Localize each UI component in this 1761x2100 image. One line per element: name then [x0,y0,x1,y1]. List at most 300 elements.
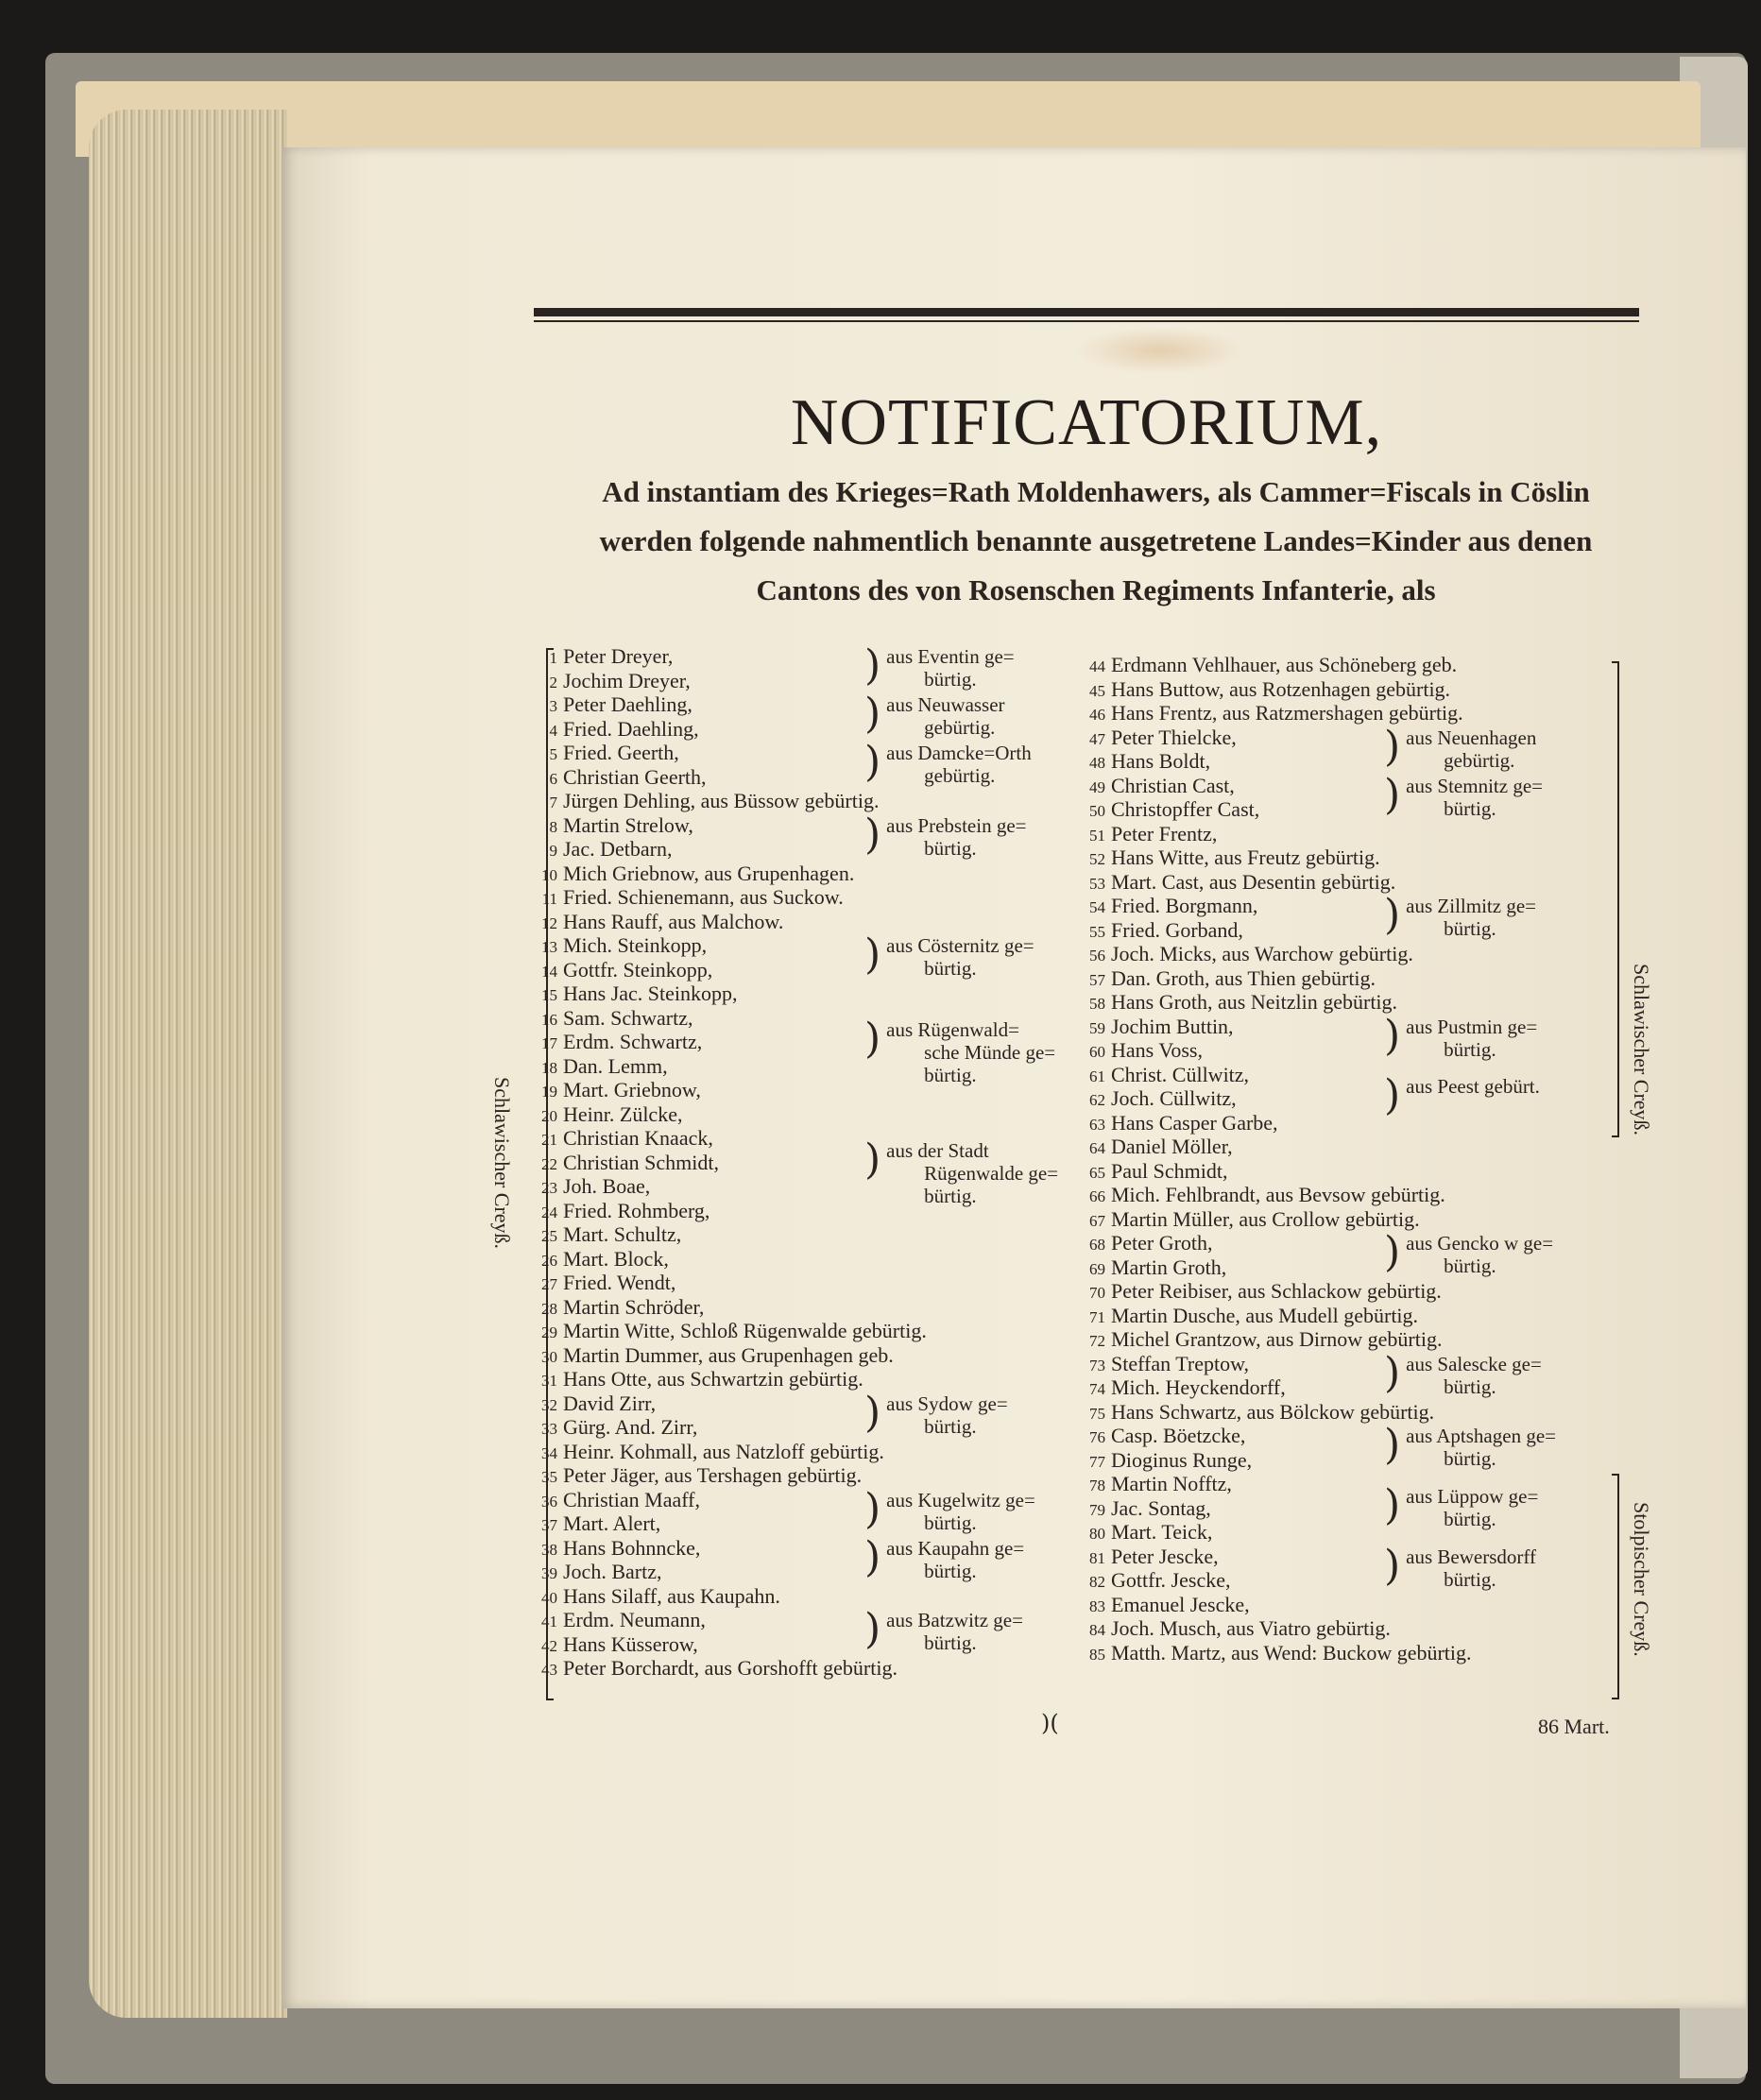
brace-mark: ) [864,810,881,859]
entry-name: Martin Dummer, aus Grupenhagen geb. [563,1342,894,1367]
entry-name: Mich. Steinkopp, [563,933,708,957]
origin-line: aus Peest gebürt. [1406,1075,1540,1099]
origin-group [864,738,1032,787]
entry-name: Joch. Cüllwitz, [1111,1086,1237,1110]
entry-row [1077,823,1217,847]
origin-group [1384,891,1536,940]
entry-number: 14 [541,962,557,981]
entry-number: 53 [1089,874,1105,893]
entry-row [529,814,693,839]
entry-number: 85 [1089,1645,1105,1664]
entry-name: Martin Witte, Schloß Rügenwalde gebürtig. [563,1319,927,1342]
entry-number: 44 [1089,657,1105,675]
entry-row [1077,1617,1391,1642]
entry-number: 30 [541,1347,557,1366]
origin-group [864,641,1015,691]
brace-mark: ) [1384,891,1401,939]
entry-number: 81 [1089,1548,1105,1567]
entry-number: 31 [541,1372,557,1390]
entry-name: Peter Jescke, [1111,1544,1219,1568]
entry-row [1077,943,1413,967]
entry-number: 79 [1089,1500,1105,1519]
entry-name: Mich Griebnow, aus Grupenhagen. [563,861,855,885]
entry-row [1077,1280,1442,1305]
entry-name: Hans Casper Garbe, [1111,1110,1278,1135]
entry-number: 36 [541,1492,557,1511]
entry-name: Joch. Musch, aus Viatro gebürtig. [1111,1616,1391,1640]
entry-row [1077,1184,1445,1208]
entry-name: Emanuel Jescke, [1111,1592,1250,1616]
entry-number: 1 [549,649,557,667]
entry-number: 61 [1089,1067,1105,1085]
origin-line: bürtig. [1444,1374,1496,1398]
entry-name: Martin Dusche, aus Mudell gebürtig. [1111,1303,1419,1327]
entry-row [529,1489,700,1513]
entry-number: 77 [1089,1452,1105,1471]
entry-row [529,862,854,887]
folio-mark: )( [1041,1710,1059,1736]
entry-name: Paul Schmidt, [1111,1158,1228,1183]
origin-group [1384,1480,1539,1530]
catchword: 86 Mart. [1538,1715,1610,1738]
entry-row [529,1344,894,1369]
origin-text [886,814,1026,860]
entry-number: 18 [541,1058,557,1077]
entry-row [1077,871,1395,896]
entry-row [1077,846,1380,871]
entry-name: Dan. Lemm, [563,1053,668,1078]
entry-number: 27 [541,1275,557,1293]
entry-row [529,1007,692,1032]
entry-number: 73 [1089,1356,1105,1374]
entry-name: Hans Bohnncke, [563,1535,701,1560]
entry-number: 52 [1089,850,1105,868]
entry-name: Hans Otte, aus Schwartzin gebürtig. [563,1367,863,1391]
entry-number: 71 [1089,1307,1105,1326]
entry-number: 62 [1089,1091,1105,1109]
entry-name: Mart. Schultz, [563,1222,682,1246]
entry-row [1077,1401,1434,1426]
entry-name: Peter Dreyer, [563,644,674,668]
origin-line: bürtig. [1444,917,1496,940]
origin-text [1406,1075,1540,1098]
entry-row [1077,726,1237,751]
entry-name: Peter Thielcke, [1111,725,1237,749]
entry-number: 84 [1089,1621,1105,1639]
entry-row [1077,895,1257,919]
entry-name: Mich. Fehlbrandt, aus Bevsow gebürtig. [1111,1183,1445,1206]
origin-text [1406,1232,1553,1277]
intro-line: werden folgende nahmentlich benannte ausgetretene Landes=Kinder aus denen [599,524,1593,557]
entry-number: 7 [549,794,557,811]
origin-text [1406,1425,1556,1470]
entry-name: Martin Müller, aus Crollow gebürtig. [1111,1206,1420,1231]
entry-row [529,886,844,911]
entry-number: 3 [549,697,557,715]
origin-line: bürtig. [924,1559,977,1582]
entry-row [1077,1569,1230,1594]
origin-line: aus Stemnitz ge= [1406,774,1543,797]
entry-name: Christian Geerth, [563,764,707,789]
entry-row [529,1368,863,1392]
entry-name: Mart. Cast, aus Desentin gebürtig. [1111,869,1396,894]
right-district-bracket-top [1612,661,1619,1137]
entry-number: 22 [541,1154,557,1173]
entry-number: 50 [1089,802,1105,820]
origin-line: aus Salescke ge= [1406,1352,1542,1375]
entry-name: Christian Cast, [1111,773,1235,797]
origin-group [1384,722,1537,772]
entry-name: Gottfr. Jescke, [1111,1568,1231,1592]
entry-number: 83 [1089,1596,1105,1615]
entry-name: Heinr. Zülcke, [563,1101,683,1126]
origin-line: sche Münde ge= [924,1041,1056,1065]
entry-number: 57 [1089,970,1105,989]
entry-number: 19 [541,1083,557,1101]
origin-line: bürtig. [1444,1447,1496,1470]
entry-number: 17 [541,1034,557,1052]
origin-group [1384,1011,1538,1061]
header-rule [534,308,1639,316]
entry-number: 78 [1089,1477,1105,1494]
entry-number: 55 [1089,922,1105,941]
entry-name: Jac. Sontag, [1111,1495,1211,1520]
origin-group [864,1135,1059,1207]
entry-name: Martin Nofftz, [1111,1472,1232,1495]
entry-row [529,1633,698,1658]
brace-mark: ) [1384,1421,1401,1469]
left-district-label: Schlawischer Creyß. [490,1077,514,1250]
entry-number: 13 [541,938,557,956]
entry-row [529,959,712,983]
entry-name: Gürg. And. Zirr, [563,1415,698,1439]
origin-line: bürtig. [924,836,977,860]
origin-line: gebürtig. [1444,748,1515,772]
entry-number: 82 [1089,1573,1105,1591]
origin-text [886,1489,1035,1534]
entry-row [1077,1232,1213,1256]
entry-number: 43 [541,1661,557,1679]
entry-number: 65 [1089,1163,1105,1182]
brace-mark: ) [1384,722,1401,771]
entry-number: 70 [1089,1284,1105,1302]
entry-row [529,911,783,935]
origin-line: aus Gencko w ge= [1406,1232,1554,1255]
entry-name: Fried. Schienemann, aus Suckow. [563,885,844,909]
entry-number: 68 [1089,1236,1105,1254]
page-title: NOTIFICATORIUM, [790,386,1383,459]
entry-name: Christian Schmidt, [563,1150,719,1174]
origin-text [1406,726,1536,772]
entry-name: Hans Frentz, aus Ratzmershagen gebürtig. [1111,701,1463,725]
intro-text [548,468,1644,615]
brace-mark: ) [1384,1348,1401,1397]
entry-name: Michel Grantzow, aus Dirnow gebürtig. [1111,1327,1443,1351]
entry-name: Christian Knaack, [563,1126,713,1150]
entry-row [1077,1473,1232,1497]
entry-name: Erdm. Neumann, [563,1608,706,1631]
intro-line: Ad instantiam des Krieges=Rath Moldenhawers, als Cammer=Fiscals in Cöslin [602,475,1590,508]
entry-row [529,790,879,814]
entry-row [1077,1353,1249,1377]
water-stain [1075,327,1245,374]
brace-mark: ) [1384,1011,1401,1060]
origin-group [864,690,1005,739]
brace-mark: ) [1384,1228,1401,1276]
entry-name: Fried. Borgmann, [1111,894,1258,917]
origin-line: bürtig. [924,1064,977,1087]
entry-name: Fried. Gorband, [1111,917,1243,942]
entry-row [1077,1642,1472,1666]
brace-mark: ) [864,930,881,979]
entry-row [1077,1135,1233,1160]
entry-row [529,1657,898,1682]
origin-line: bürtig. [1444,796,1496,820]
brace-mark: ) [864,1484,881,1533]
brace-mark: ) [864,690,881,738]
origin-line: aus Aptshagen ge= [1406,1425,1556,1447]
entry-row [1077,991,1397,1016]
entry-number: 9 [549,842,557,860]
entry-row [529,1464,862,1489]
origin-line: bürtig. [924,1511,977,1534]
entry-row [529,1320,927,1344]
entry-number: 67 [1089,1211,1105,1230]
brace-mark: ) [864,1605,881,1653]
brace-mark: ) [864,1135,881,1184]
entry-number: 46 [1089,706,1105,724]
entry-name: Mart. Teick, [1111,1520,1213,1544]
origin-line: aus der Stadt [886,1138,989,1162]
entry-row [529,1296,704,1321]
entry-name: Christian Maaff, [563,1487,701,1511]
origin-text [1406,775,1543,820]
origin-line: aus Prebstein ge= [886,813,1027,837]
origin-line: aus Neuwasser [886,693,1005,716]
entry-name: Steffan Treptow, [1111,1351,1250,1375]
origin-group [864,930,1034,980]
entry-number: 26 [541,1251,557,1270]
origin-group [864,1388,1008,1438]
entry-number: 8 [549,817,557,836]
entry-row [529,1031,702,1055]
entry-row [1077,1376,1286,1401]
origin-line: bürtig. [924,1184,977,1207]
entry-row [1077,654,1457,678]
origin-line: aus Pustmin ge= [1406,1015,1538,1038]
origin-line: aus Neuenhagen [1406,726,1537,749]
origin-group [1384,1541,1536,1591]
entry-row [1077,1449,1252,1474]
page-block-top [76,81,1701,157]
entry-name: Hans Buttow, aus Rotzenhagen gebürtig. [1111,676,1451,701]
origin-text [886,1018,1055,1086]
entry-name: Gottfr. Steinkopp, [563,957,713,982]
entry-number: 41 [541,1613,557,1630]
entry-number: 49 [1089,777,1105,796]
origin-line: aus Rügenwald= [886,1018,1019,1042]
entry-name: Fried. Geerth, [563,741,679,764]
brace-mark: ) [1384,1480,1401,1529]
entry-number: 34 [541,1443,557,1462]
entry-number: 5 [549,745,557,763]
origin-line: aus Eventin ge= [886,645,1015,668]
entry-name: Hans Groth, aus Neitzlin gebürtig. [1111,990,1398,1014]
entry-row [1077,1545,1219,1570]
entry-number: 80 [1089,1525,1105,1543]
origin-text [1406,1545,1536,1591]
brace-mark: ) [864,641,881,690]
origin-text [1406,895,1536,940]
origin-group [1384,770,1543,820]
entry-number: 63 [1089,1115,1105,1134]
entry-row [1077,1064,1249,1088]
origin-group [864,1015,1056,1087]
origin-text [886,693,1004,739]
entry-number: 60 [1089,1043,1105,1061]
entry-row [1077,1160,1227,1185]
entry-row [1077,1208,1420,1233]
entry-row [1077,1497,1211,1522]
brace-mark: ) [864,738,881,786]
entry-name: Peter Frentz, [1111,821,1218,845]
entry-name: Martin Schröder, [563,1294,705,1319]
entry-name: Hans Voss, [1111,1038,1203,1062]
entry-number: 29 [541,1323,557,1341]
brace-mark: ) [864,1015,881,1064]
entry-number: 35 [541,1468,557,1486]
entry-number: 76 [1089,1428,1105,1446]
entry-number: 12 [541,913,557,932]
entry-number: 66 [1089,1187,1105,1205]
entry-name: Hans Rauff, aus Malchow. [563,909,784,933]
entry-row [1077,1594,1250,1618]
entry-name: Jac. Detbarn, [563,837,673,861]
right-district-label-bottom: Stolpischer Creyß. [1630,1502,1653,1657]
entry-number: 10 [541,865,557,884]
origin-line: aus Kugelwitz ge= [886,1488,1035,1511]
entry-name: Fried. Wendt, [563,1271,676,1294]
origin-text [886,934,1034,980]
right-district-bracket-bottom [1612,1474,1619,1699]
entry-number: 15 [541,986,557,1004]
origin-line: aus Lüppow ge= [1406,1484,1539,1508]
origin-text [886,1609,1023,1654]
entry-row [1077,1039,1203,1064]
entry-number: 37 [541,1516,557,1534]
origin-line: aus Kaupahn ge= [886,1536,1025,1560]
entry-number: 75 [1089,1404,1105,1423]
entry-name: Christopffer Cast, [1111,797,1260,821]
entry-number: 39 [541,1564,557,1582]
entry-number: 24 [541,1203,557,1221]
origin-text [1406,1016,1537,1061]
entry-name: Fried. Rohmberg, [563,1198,710,1222]
entry-number: 48 [1089,754,1105,772]
entry-number: 28 [541,1299,557,1318]
entry-name: Casp. Böetzcke, [1111,1424,1246,1447]
brace-mark: ) [1384,1071,1401,1120]
entry-name: Dan. Groth, aus Thien gebürtig. [1111,965,1376,990]
entry-number: 6 [549,769,557,788]
entry-name: Mart. Block, [563,1246,669,1271]
entry-number: 59 [1089,1018,1105,1037]
entry-row [1077,1016,1234,1040]
header-rule-thin [534,320,1639,322]
entry-row [1077,678,1450,703]
origin-line: aus Cösternitz ge= [886,934,1034,957]
origin-line: bürtig. [924,668,977,691]
entry-row [1077,1256,1226,1281]
entry-name: Daniel Möller, [1111,1135,1233,1158]
entry-name: Martin Groth, [1111,1255,1227,1279]
entry-name: Peter Reibiser, aus Schlackow gebürtig. [1111,1279,1442,1303]
entry-name: Erdm. Schwartz, [563,1030,703,1053]
entry-name: Peter Borchardt, aus Gorshofft gebürtig. [563,1656,898,1680]
entry-row [1077,798,1259,823]
entry-row [529,766,707,791]
entry-row [529,1537,700,1562]
entry-row [1077,750,1210,775]
origin-group [864,810,1027,860]
origin-text [886,1392,1008,1438]
entry-number: 56 [1089,947,1105,965]
entry-number: 21 [541,1131,557,1149]
entry-number: 72 [1089,1332,1105,1350]
entry-name: Erdmann Vehlhauer, aus Schöneberg geb. [1111,653,1458,676]
entry-name: Hans Schwartz, aus Bölckow gebürtig. [1111,1399,1435,1424]
entry-number: 47 [1089,729,1105,748]
entry-name: Christ. Cüllwitz, [1111,1062,1250,1086]
origin-line: bürtig. [1444,1037,1496,1061]
entry-name: Hans Boldt, [1111,749,1211,773]
entry-number: 38 [541,1540,557,1559]
entry-name: Joch. Micks, aus Warchow gebürtig. [1111,942,1413,965]
origin-group [864,1532,1025,1582]
entry-name: Mart. Griebnow, [563,1078,701,1101]
right-district-label-top: Schlawischer Creyß. [1630,964,1653,1136]
entry-row [529,1200,710,1224]
brace-mark: ) [864,1388,881,1437]
origin-group [864,1484,1035,1534]
origin-line: bürtig. [924,1631,977,1654]
entry-name: Hans Witte, aus Freutz gebürtig. [1111,845,1380,869]
origin-line: aus Zillmitz ge= [1406,895,1536,917]
brace-mark: ) [1384,770,1401,819]
entry-number: 25 [541,1227,557,1245]
entry-row [529,1079,701,1103]
entry-row [1077,1087,1237,1112]
entry-row [529,934,707,959]
entry-number: 33 [541,1420,557,1438]
origin-text [886,1537,1024,1582]
entry-row [529,1585,780,1610]
entry-name: Joh. Boae, [563,1174,651,1198]
origin-line: gebürtig. [924,764,996,787]
brace-mark: ) [864,1532,881,1581]
entry-name: Hans Silaff, aus Kaupahn. [563,1583,780,1608]
entry-name: Joch. Bartz, [563,1560,662,1583]
origin-line: bürtig. [1444,1255,1496,1277]
entry-name: Martin Strelow, [563,812,693,837]
entry-number: 74 [1089,1380,1105,1398]
entry-row [529,1609,706,1633]
entry-number: 54 [1089,898,1105,916]
entry-number: 64 [1089,1139,1105,1157]
origin-group [1384,1421,1556,1470]
entry-row [1077,702,1463,726]
origin-text [1406,1485,1538,1530]
